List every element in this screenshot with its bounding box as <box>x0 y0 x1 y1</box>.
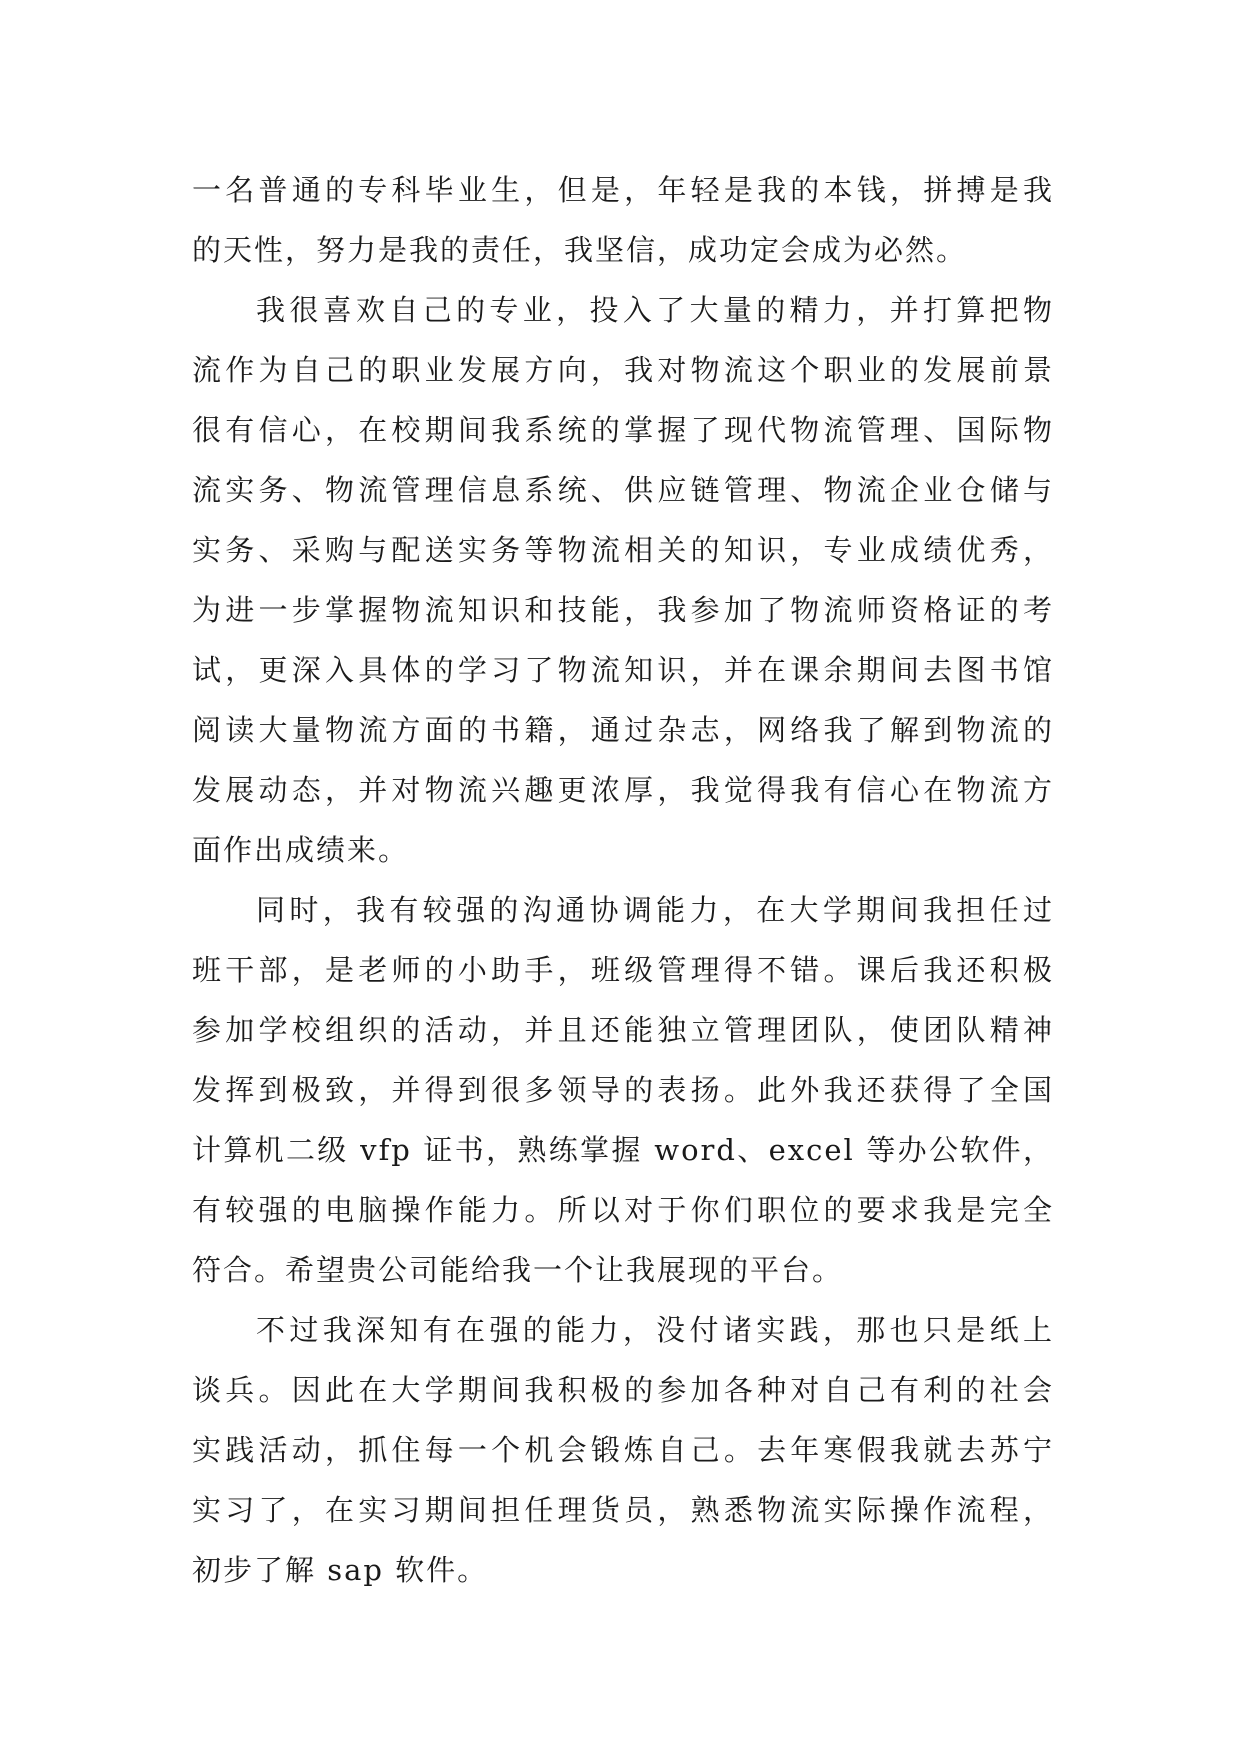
text-line: 发展动态，并对物流兴趣更浓厚，我觉得我有信心在物流方 <box>192 773 1054 807</box>
document-body <box>192 160 1054 1600</box>
text-line: 初步了解 sap 软件。 <box>192 1553 489 1587</box>
text-line: 实习了，在实习期间担任理货员，熟悉物流实际操作流程， <box>192 1493 1054 1527</box>
text-line: 试，更深入具体的学习了物流知识，并在课余期间去图书馆 <box>192 653 1054 687</box>
text-line: 不过我深知有在强的能力，没付诸实践，那也只是纸上 <box>256 1313 1054 1347</box>
text-line: 实务、采购与配送实务等物流相关的知识，专业成绩优秀， <box>192 533 1054 567</box>
text-line: 一名普通的专科毕业生，但是，年轻是我的本钱，拼搏是我 <box>192 173 1054 207</box>
text-line: 很有信心，在校期间我系统的掌握了现代物流管理、国际物 <box>192 413 1054 447</box>
text-line: 同时，我有较强的沟通协调能力，在大学期间我担任过 <box>256 893 1054 927</box>
text-line: 我很喜欢自己的专业，投入了大量的精力，并打算把物 <box>256 293 1054 327</box>
text-line: 阅读大量物流方面的书籍，通过杂志，网络我了解到物流的 <box>192 713 1054 747</box>
text-line: 为进一步掌握物流知识和技能，我参加了物流师资格证的考 <box>192 593 1054 627</box>
text-line: 发挥到极致，并得到很多领导的表扬。此外我还获得了全国 <box>192 1073 1054 1107</box>
text-line: 计算机二级 vfp 证书，熟练掌握 word、excel 等办公软件， <box>192 1133 1054 1167</box>
text-line: 参加学校组织的活动，并且还能独立管理团队，使团队精神 <box>192 1013 1054 1047</box>
text-line: 流作为自己的职业发展方向，我对物流这个职业的发展前景 <box>192 353 1054 387</box>
text-line: 有较强的电脑操作能力。所以对于你们职位的要求我是完全 <box>192 1193 1054 1227</box>
text-line: 面作出成绩来。 <box>192 833 410 867</box>
text-line: 实践活动，抓住每一个机会锻炼自己。去年寒假我就去苏宁 <box>192 1433 1054 1467</box>
text-line: 的天性，努力是我的责任，我坚信，成功定会成为必然。 <box>192 233 968 267</box>
text-line: 流实务、物流管理信息系统、供应链管理、物流企业仓储与 <box>192 473 1054 507</box>
text-line: 谈兵。因此在大学期间我积极的参加各种对自己有利的社会 <box>192 1373 1054 1407</box>
text-line: 符合。希望贵公司能给我一个让我展现的平台。 <box>192 1253 844 1287</box>
text-line: 班干部，是老师的小助手，班级管理得不错。课后我还积极 <box>192 953 1054 987</box>
